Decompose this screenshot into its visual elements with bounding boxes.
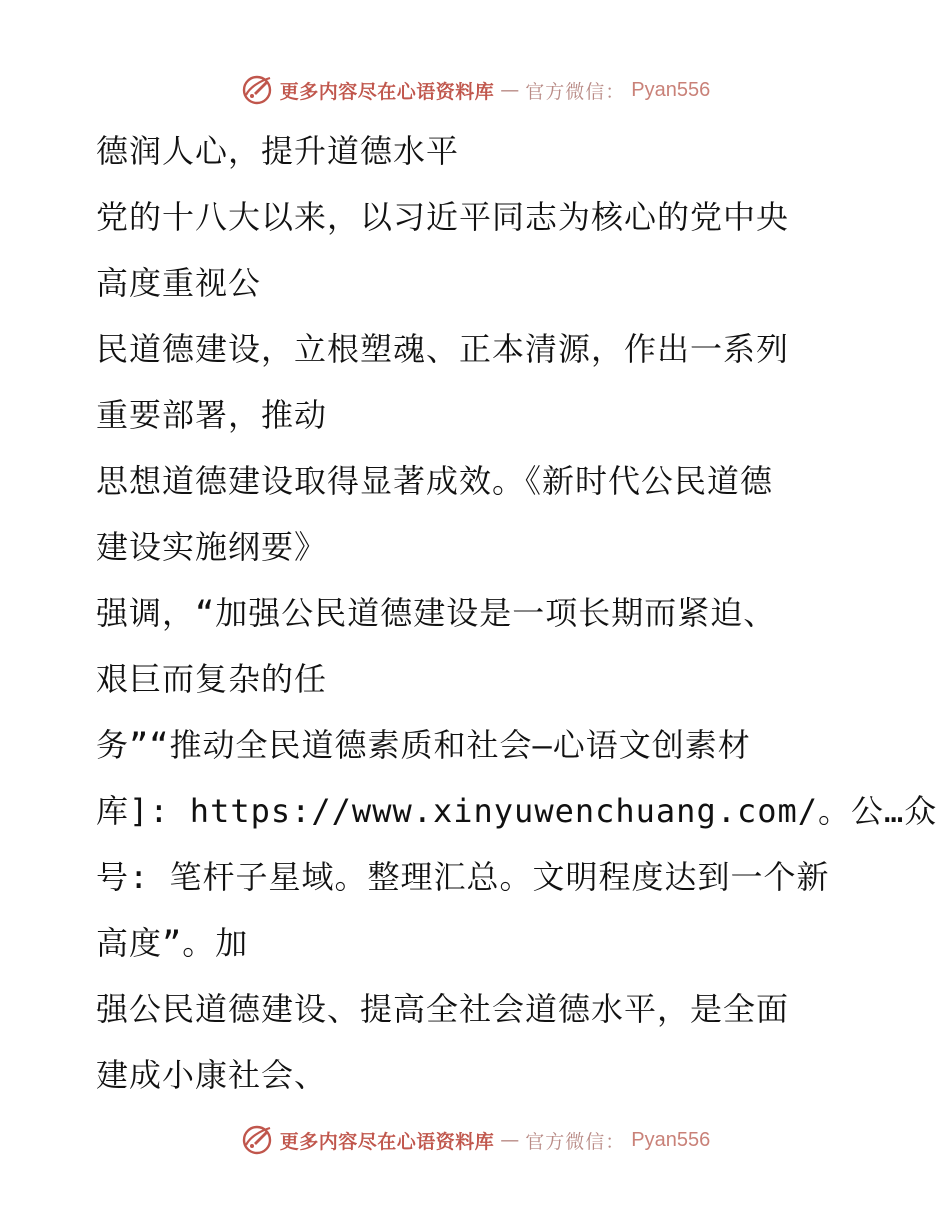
banner-wechat-label: 官方微信： bbox=[525, 80, 626, 103]
text-line: 德润人心，提升道德水平 bbox=[96, 132, 460, 170]
banner-wechat-id: Pyan556 bbox=[631, 78, 711, 101]
document-text bbox=[96, 118, 938, 1108]
text-line: 高度”。加 bbox=[96, 924, 249, 962]
text-line: 建成小康社会、 bbox=[96, 1056, 328, 1094]
text-line: 思想道德建设取得显著成效。《新时代公民道德 bbox=[96, 462, 774, 500]
text-line: 党的十八大以来，以习近平同志为核心的党中央 bbox=[96, 198, 790, 236]
text-line: 强公民道德建设、提高全社会道德水平，是全面 bbox=[96, 990, 790, 1028]
text-line: 库]: https://www.xinyuwenchuang.com/。公…众 bbox=[96, 792, 938, 830]
text-line: 建设实施纲要》 bbox=[96, 528, 328, 566]
banner-title: 更多内容尽在心语资料库 bbox=[279, 1130, 495, 1153]
text-line: 民道德建设，立根塑魂、正本清源，作出一系列 bbox=[96, 330, 790, 368]
pen-logo-icon bbox=[240, 1123, 274, 1157]
footer-banner-content bbox=[240, 1123, 711, 1157]
banner-dash: — bbox=[500, 79, 520, 101]
text-line: 艰巨而复杂的任 bbox=[96, 660, 328, 698]
footer-banner bbox=[0, 1120, 950, 1160]
text-line: 号: 笔杆子星域。整理汇总。文明程度达到一个新 bbox=[96, 858, 830, 896]
text-line: 务”“推动全民道德素质和社会—心语文创素材 bbox=[96, 726, 751, 764]
banner-wechat-id: Pyan556 bbox=[631, 1128, 711, 1151]
text-line: 重要部署，推动 bbox=[96, 396, 328, 434]
pen-logo-icon bbox=[240, 73, 274, 107]
document-body bbox=[96, 118, 938, 1108]
text-line: 强调，“加强公民道德建设是一项长期而紧迫、 bbox=[96, 594, 777, 632]
header-banner-content bbox=[240, 73, 711, 107]
banner-title: 更多内容尽在心语资料库 bbox=[279, 80, 495, 103]
header-banner bbox=[0, 70, 950, 110]
banner-dash: — bbox=[500, 1129, 520, 1151]
banner-wechat-label: 官方微信： bbox=[525, 1130, 626, 1153]
text-line: 高度重视公 bbox=[96, 264, 262, 302]
